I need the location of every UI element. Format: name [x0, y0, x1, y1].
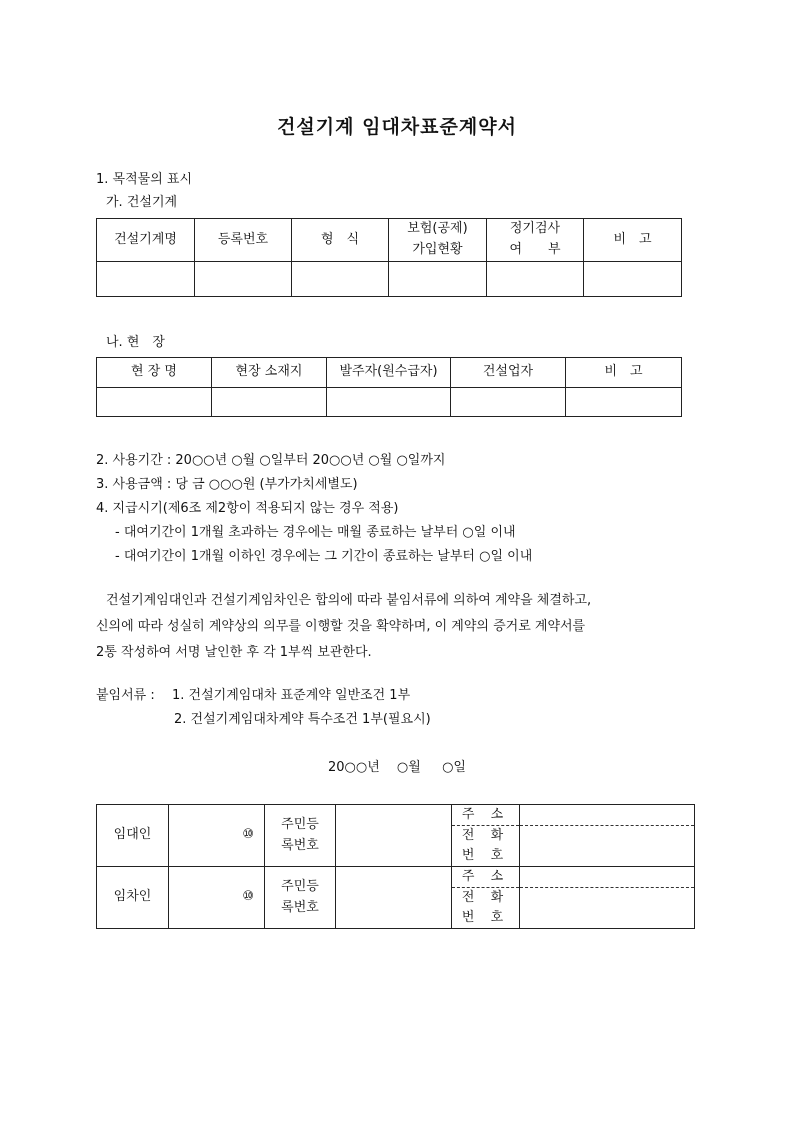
col-insurance-line2: 가입현황 — [412, 242, 463, 257]
lessor-address-value[interactable] — [520, 805, 694, 825]
lessee-contact-labels — [452, 867, 520, 929]
lessor-phone-label-1: 전 화 — [452, 825, 519, 846]
document-title: 건설기계 임대차표준계약서 — [277, 116, 517, 138]
site-header-row — [97, 358, 682, 388]
machine-table — [96, 218, 682, 297]
agreement-paragraph — [96, 588, 700, 666]
lessor-id-value[interactable] — [336, 805, 452, 867]
lessor-contact-labels — [452, 805, 520, 867]
col-insurance — [389, 219, 487, 262]
lessor-address-label: 주 소 — [461, 807, 510, 822]
col-inspection — [487, 219, 584, 262]
agreement-line-2: 신의에 따라 성실히 계약상의 의무를 이행할 것을 확약하며, 이 계약의 증거로 계약서를 — [96, 619, 586, 634]
lessee-row — [97, 867, 695, 929]
col-inspection-line2: 여 부 — [509, 242, 561, 257]
col-site-name: 현 장 명 — [97, 358, 212, 388]
col-orderer: 발주자(원수급자) — [327, 358, 451, 388]
lessee-seal[interactable]: ⑩ — [169, 867, 265, 929]
contractor-cell[interactable] — [451, 388, 566, 417]
usage-amount: 3. 사용금액 : 당 금 ○○○원 (부가가치세별도) — [96, 477, 358, 492]
machine-header-row — [97, 219, 682, 262]
payment-condition-under-month: - 대여기간이 1개월 이하인 경우에는 그 기간이 종료하는 날부터 ○일 이내 — [115, 549, 533, 564]
lessee-id-value[interactable] — [336, 867, 452, 929]
col-site-location: 현장 소재지 — [212, 358, 327, 388]
site-location-cell[interactable] — [212, 388, 327, 417]
col-contractor: 건설업자 — [451, 358, 566, 388]
agreement-line-1: 건설기계임대인과 건설기계임차인은 합의에 따라 붙임서류에 의하여 계약을 체결하고, — [106, 593, 592, 608]
insurance-cell[interactable] — [389, 262, 487, 297]
section1-heading: 1. 목적물의 표시 — [96, 172, 193, 187]
machine-input-row — [97, 262, 682, 297]
col-machine-name: 건설기계명 — [97, 219, 195, 262]
model-cell[interactable] — [292, 262, 389, 297]
lessor-id-label-line1: 주민등 — [281, 816, 319, 832]
site-input-row — [97, 388, 682, 417]
lessor-row — [97, 805, 695, 867]
site-name-cell[interactable] — [97, 388, 212, 417]
machine-name-cell[interactable] — [97, 262, 195, 297]
contract-date: 20○○년 ○월 ○일 — [328, 760, 466, 775]
lessee-address-value[interactable] — [520, 867, 694, 887]
lessor-id-label — [265, 805, 336, 867]
col-inspection-line1: 정기검사 — [509, 221, 561, 237]
payment-timing: 4. 지급시기(제6조 제2항이 적용되지 않는 경우 적용) — [96, 501, 399, 516]
remarks-cell[interactable] — [584, 262, 682, 297]
lessor-seal[interactable]: ⑩ — [169, 805, 265, 867]
lessor-phone-value[interactable] — [520, 825, 694, 866]
agreement-line-3: 2통 작성하여 서명 날인한 후 각 1부씩 보관한다. — [96, 645, 372, 660]
col-site-remarks: 비 고 — [566, 358, 682, 388]
attachment-item-2: 2. 건설기계임대차계약 특수조건 1부(필요시) — [174, 712, 431, 727]
attachments-label: 붙임서류 : — [96, 688, 155, 703]
usage-period: 2. 사용기간 : 20○○년 ○월 ○일부터 20○○년 ○월 ○일까지 — [96, 453, 446, 468]
site-remarks-cell[interactable] — [566, 388, 682, 417]
lessor-id-label-line2: 록번호 — [281, 837, 319, 853]
lessee-phone-label-2: 번 호 — [461, 910, 510, 925]
col-remarks: 비 고 — [584, 219, 682, 262]
lessee-id-label-line2: 록번호 — [281, 899, 319, 915]
inspection-cell[interactable] — [487, 262, 584, 297]
lessee-phone-label-1: 전 화 — [452, 887, 519, 908]
lessee-id-label-line1: 주민등 — [281, 878, 319, 894]
col-insurance-line1: 보험(공제) — [407, 221, 468, 237]
site-table — [96, 357, 682, 417]
col-model: 형 식 — [292, 219, 389, 262]
lessee-address-label: 주 소 — [461, 869, 510, 884]
lessor-label: 임대인 — [97, 805, 169, 867]
machine-subheading: 가. 건설기계 — [106, 195, 178, 210]
lessee-phone-value[interactable] — [520, 887, 694, 928]
lessor-phone-label-2: 번 호 — [461, 848, 510, 863]
signature-table — [96, 804, 695, 929]
site-subheading: 나. 현 장 — [106, 335, 165, 350]
lessee-contact-values — [520, 867, 695, 929]
registration-no-cell[interactable] — [195, 262, 292, 297]
lessor-contact-values — [520, 805, 695, 867]
lessee-label: 임차인 — [97, 867, 169, 929]
col-registration-no: 등록번호 — [195, 219, 292, 262]
attachment-item-1: 1. 건설기계임대차 표준계약 일반조건 1부 — [172, 688, 411, 703]
orderer-cell[interactable] — [327, 388, 451, 417]
payment-condition-over-month: - 대여기간이 1개월 초과하는 경우에는 매월 종료하는 날부터 ○일 이내 — [115, 525, 516, 540]
lessee-id-label — [265, 867, 336, 929]
